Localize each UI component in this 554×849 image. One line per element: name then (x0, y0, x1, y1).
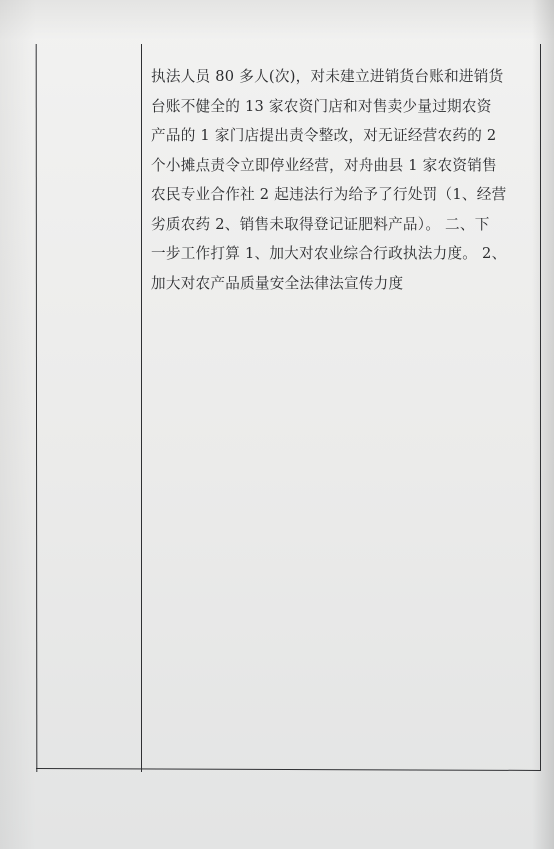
page-shadow-top (0, 0, 554, 40)
text-line-3: 产品的 1 家门店提出责令整改，对无证经营农药的 2 (151, 127, 497, 144)
text-line-1: 执法人员 80 多人(次)，对未建立进销货台账和进销货 (151, 68, 504, 85)
text-line-6: 劣质农药 2、销售未取得登记证肥料产品）。 二、下 (151, 215, 490, 233)
text-line-4: 个小摊点责令立即停业经营，对舟曲县 1 家农资销售 (151, 156, 497, 174)
report-text-block (151, 62, 535, 298)
text-line-8: 加大对农产品质量安全法律法宣传力度 (151, 274, 404, 292)
page-shadow-left (0, 0, 36, 849)
table-border-bottom (36, 768, 541, 771)
table-column-divider (141, 44, 142, 772)
page-shadow-right (532, 0, 554, 849)
text-line-2: 台账不健全的 13 家农资门店和对售卖少量过期农资 (151, 97, 492, 115)
text-line-5: 农民专业合作社 2 起违法行为给予了行处罚（1、经营 (151, 186, 507, 203)
table-border-left (36, 44, 38, 772)
text-line-7: 一步工作打算 1、加大对农业综合行政执法力度。 2、 (151, 245, 507, 262)
table-border-right (540, 44, 541, 770)
